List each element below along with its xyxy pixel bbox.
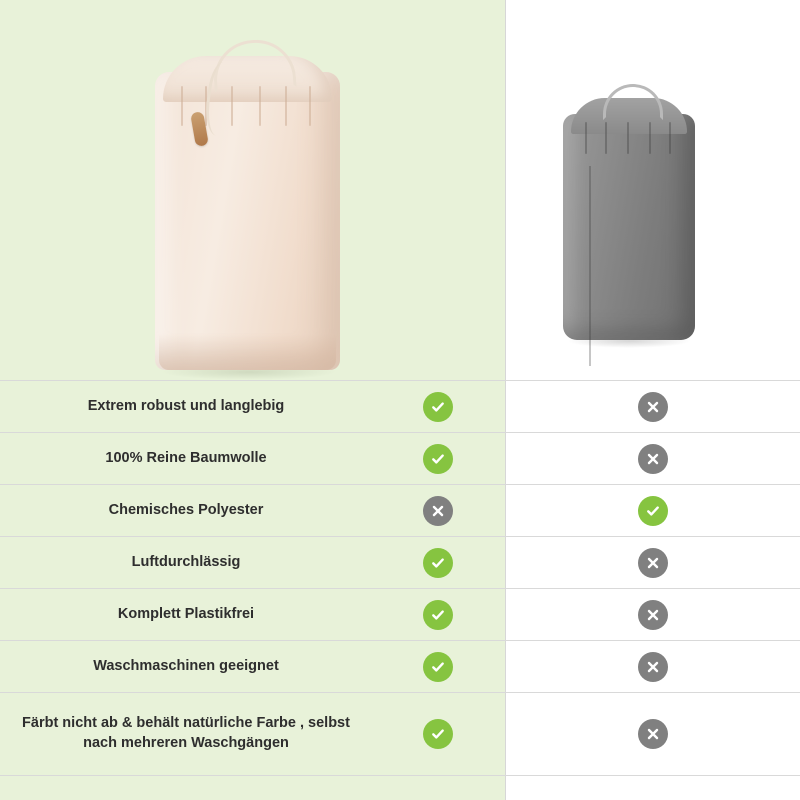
cotton-laundry-bag-image — [155, 30, 340, 370]
feature-label: 100% Reine Baumwolle — [105, 449, 267, 466]
left-product-mark — [370, 548, 505, 578]
left-product-mark — [370, 392, 505, 422]
right-product-mark — [505, 719, 800, 749]
check-icon — [638, 496, 668, 526]
right-product-mark — [505, 444, 800, 474]
feature-label: Färbt nicht ab & behält natürliche Farbe , selbst nach mehreren Waschgängen — [22, 715, 350, 751]
table-row — [0, 536, 800, 588]
cross-icon — [638, 719, 668, 749]
check-icon — [423, 444, 453, 474]
feature-label: Extrem robust und langlebig — [87, 397, 285, 414]
cross-icon — [638, 548, 668, 578]
right-product-mark — [505, 548, 800, 578]
table-row — [0, 692, 800, 776]
check-icon — [423, 719, 453, 749]
cross-icon — [638, 392, 668, 422]
cross-icon — [423, 496, 453, 526]
cross-icon — [638, 652, 668, 682]
polyester-laundry-bag-image — [563, 78, 695, 340]
feature-label: Waschmaschinen geeignet — [93, 657, 279, 674]
left-product-mark — [370, 719, 505, 749]
table-row — [0, 432, 800, 484]
left-product-mark — [370, 444, 505, 474]
polyester-bag-seam — [589, 166, 591, 366]
check-icon — [423, 392, 453, 422]
check-icon — [423, 548, 453, 578]
right-product-mark — [505, 652, 800, 682]
table-row — [0, 484, 800, 536]
product-hero-area — [0, 0, 800, 380]
polyester-bag-drawcord — [603, 84, 663, 120]
left-product-mark — [370, 496, 505, 526]
right-product-mark — [505, 392, 800, 422]
cross-icon — [638, 444, 668, 474]
cross-icon — [638, 600, 668, 630]
table-row — [0, 640, 800, 692]
right-product-mark — [505, 496, 800, 526]
right-product-mark — [505, 600, 800, 630]
left-product-mark — [370, 600, 505, 630]
feature-label: Komplett Plastikfrei — [117, 605, 255, 622]
check-icon — [423, 600, 453, 630]
feature-comparison-table — [0, 380, 800, 776]
table-row — [0, 588, 800, 640]
feature-label: Luftdurchlässig — [131, 553, 241, 570]
feature-label: Chemisches Polyester — [108, 501, 264, 518]
polyester-bag-body — [563, 114, 695, 340]
check-icon — [423, 652, 453, 682]
left-product-mark — [370, 652, 505, 682]
table-row — [0, 380, 800, 432]
